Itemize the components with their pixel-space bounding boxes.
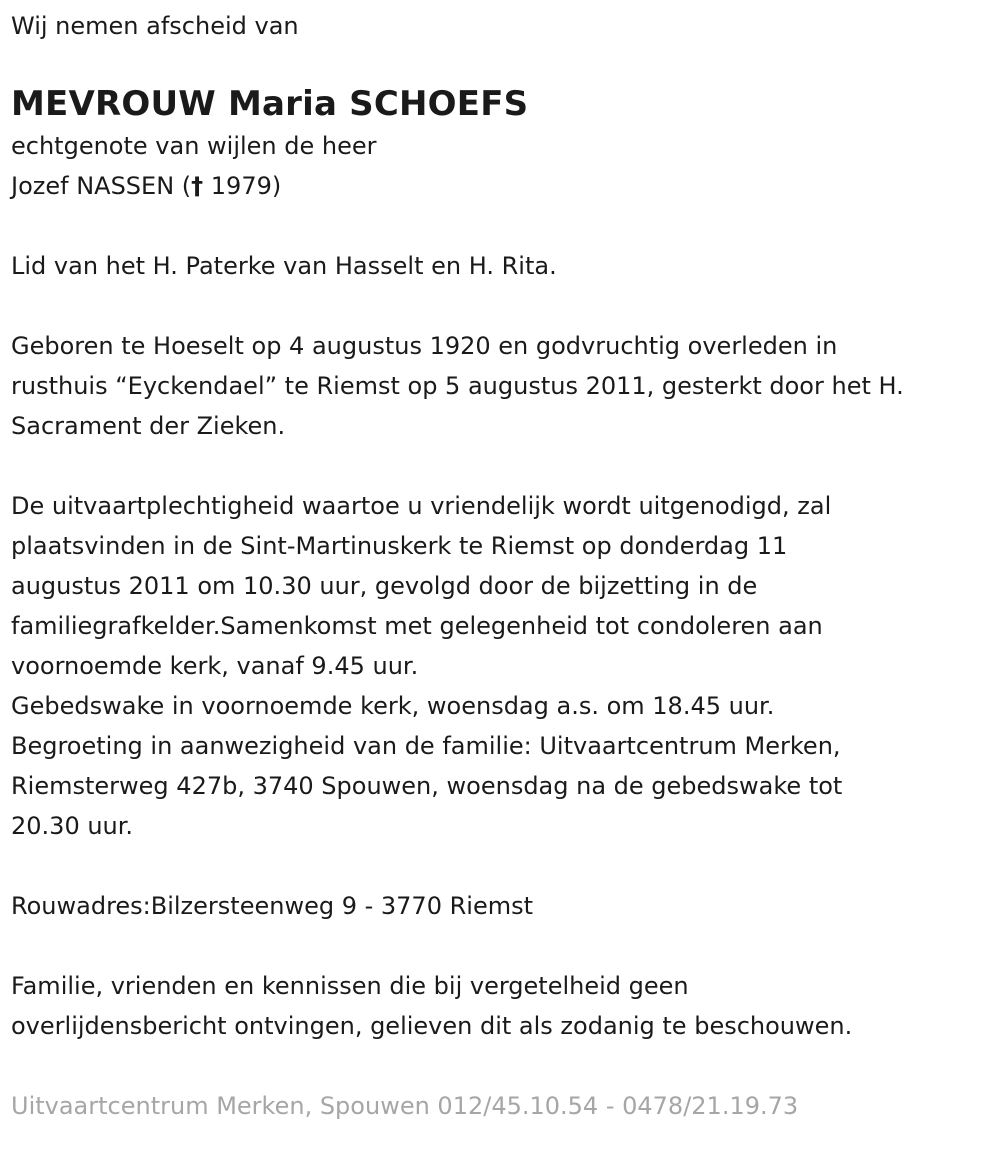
spouse-death-year: 1979)	[203, 172, 282, 200]
deceased-name: MEVROUW Maria SCHOEFS	[11, 84, 529, 124]
paragraph-line: Gebedswake in voornoemde kerk, woensdag a.s. om 18.45 uur.	[11, 692, 775, 720]
paragraph-line: plaatsvinden in de Sint-Martinuskerk te Riemst op donderdag 11	[11, 532, 788, 560]
paragraph-line: rusthuis “Eyckendael” te Riemst op 5 augustus 2011, gesterkt door het H.	[11, 372, 904, 400]
paragraph-line: Riemsterweg 427b, 3740 Spouwen, woensdag na de gebedswake tot	[11, 772, 843, 800]
paragraph-line: augustus 2011 om 10.30 uur, gevolgd door de bijzetting in de	[11, 572, 758, 600]
mourning-address: Rouwadres:Bilzersteenweg 9 - 3770 Riemst	[11, 892, 533, 920]
paragraph-line: overlijdensbericht ontvingen, gelieven dit als zodanig te beschouwen.	[11, 1012, 853, 1040]
spouse-line-1: echtgenote van wijlen de heer	[11, 132, 377, 160]
ceremony-paragraph	[11, 486, 990, 846]
paragraph-line: De uitvaartplechtigheid waartoe u vriendelijk wordt uitgenodigd, zal	[11, 492, 832, 520]
paragraph-line: Familie, vrienden en kennissen die bij vergetelheid geen	[11, 972, 689, 1000]
paragraph-line: familiegrafkelder.Samenkomst met gelegenheid tot condoleren aan	[11, 612, 823, 640]
spouse-line-2	[11, 166, 990, 206]
notice-paragraph	[11, 966, 990, 1046]
intro-text: Wij nemen afscheid van	[11, 12, 299, 40]
paragraph-line: voornoemde kerk, vanaf 9.45 uur.	[11, 652, 419, 680]
paragraph-line: Sacrament der Zieken.	[11, 412, 286, 440]
spouse-name: Jozef NASSEN (	[11, 172, 192, 200]
paragraph-line: Geboren te Hoeselt op 4 augustus 1920 en godvruchtig overleden in	[11, 332, 838, 360]
birth-death-paragraph	[11, 326, 990, 446]
paragraph-line: 20.30 uur.	[11, 812, 134, 840]
paragraph-line: Begroeting in aanwezigheid van de familie: Uitvaartcentrum Merken,	[11, 732, 841, 760]
cross-icon: †	[191, 172, 204, 200]
funeral-home-footer: Uitvaartcentrum Merken, Spouwen 012/45.10.54 - 0478/21.19.73	[11, 1092, 799, 1120]
membership-text: Lid van het H. Paterke van Hasselt en H. Rita.	[11, 252, 557, 280]
